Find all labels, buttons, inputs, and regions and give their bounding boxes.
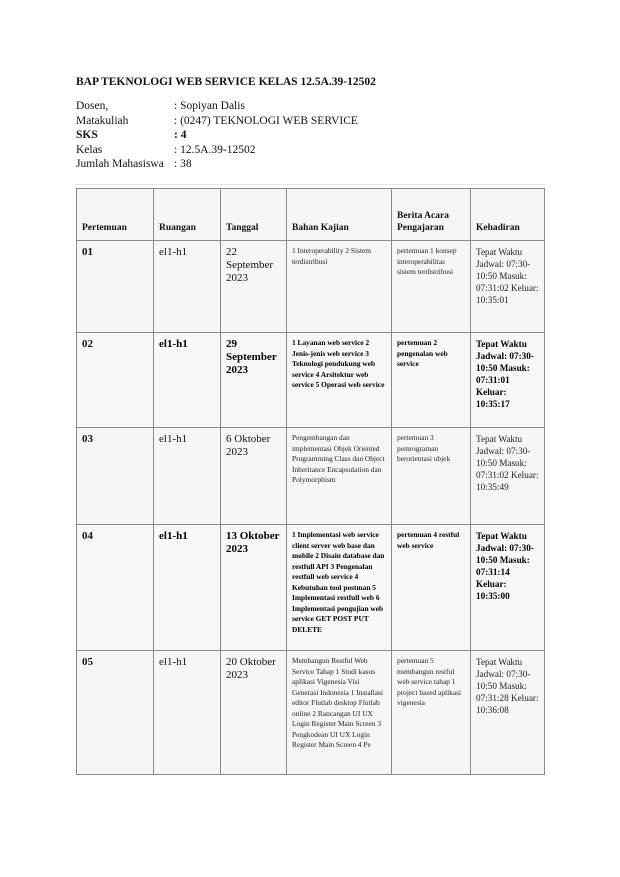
meta-row-dosen (76, 99, 358, 114)
meta-value: : 38 (174, 158, 192, 170)
cell-tanggal (221, 241, 287, 333)
meta-value: : 12.5A.39-12502 (174, 143, 256, 156)
ruangan-text: el1-h1 (159, 656, 188, 668)
meta-value: : (0247) TEKNOLOGI WEB SERVICE (174, 114, 358, 127)
cell-pertemuan (77, 428, 154, 525)
cell-berita-acara (392, 651, 471, 775)
cell-tanggal (221, 525, 287, 651)
ruangan-text: el1-h1 (159, 338, 188, 350)
bahan-kajian-text: 1 Layanan web service 2 Jenis-jenis web service 3 Teknologi pendukung web service 4 Arsitektur web service 5 Operasi web service (292, 338, 385, 389)
cell-tanggal (221, 651, 287, 775)
cell-pertemuan (77, 241, 154, 333)
cell-ruangan (154, 333, 221, 428)
cell-berita-acara (392, 241, 471, 333)
bahan-kajian-text: 1 Implementasi web service client server web base dan mobile 2 Disain database dan restfull API 3 Pengenalan restfull web service 4 Kebutuhan tool postman 5 Implementasi restfull web 6 Implementasi pengujian web service GET POST PUT DELETE (292, 530, 385, 634)
pertemuan-number: 03 (82, 433, 93, 445)
page-title: BAP TEKNOLOGI WEB SERVICE KELAS 12.5A.39-12502 (76, 76, 376, 88)
kehadiran-text: Tepat Waktu Jadwal: 07:30-10:50 Masuk: 07:31:14 Keluar: 10:35:00 (476, 531, 534, 601)
cell-pertemuan (77, 651, 154, 775)
pertemuan-number: 05 (82, 656, 93, 668)
tanggal-text: 6 Oktober 2023 (226, 433, 271, 458)
meta-row-matakuliah (76, 114, 358, 129)
meta-key: Kelas (76, 143, 103, 156)
berita-acara-text: pertemuan 2 pengenalan web service (397, 338, 448, 368)
table-row (77, 333, 545, 428)
cell-ruangan (154, 241, 221, 333)
col-header-kehadiran: Kehadiran (471, 189, 545, 241)
tanggal-text: 22 September 2023 (226, 246, 274, 284)
cell-kehadiran (471, 525, 545, 651)
berita-acara-text: pertemuan 1 konsep interoperabilitas sistem terdistribusi (397, 246, 457, 276)
tanggal-text: 29 September 2023 (226, 338, 277, 376)
bahan-kajian-text: Membangun Restful Web Service Tahap 1 Studi kasus aplikasi Vigenesia Visi Generasi Indonesia 1 Installasi editor Flutlab desktop Flutlab online 2 Rancangan UI UX Login Register Main Screen 3 Pengkodean UI UX Login Register Main Screen 4 Pe (292, 656, 383, 749)
kehadiran-text: Tepat Waktu Jadwal: 07:30-10:50 Masuk: 07:31:02 Keluar: 10:35:49 (476, 434, 539, 492)
berita-acara-text: pertemuan 3 pemrograman berorientasi objek (397, 433, 451, 463)
pertemuan-number: 01 (82, 246, 93, 258)
berita-acara-text: pertemuan 4 restful web service (397, 530, 460, 550)
meta-row-sks (76, 128, 358, 143)
meta-value: : Sopiyan Dalis (174, 100, 245, 112)
table-row (77, 241, 545, 333)
ruangan-text: el1-h1 (159, 530, 188, 542)
meta-row-jumlah (76, 157, 358, 172)
ruangan-text: el1-h1 (159, 246, 188, 258)
table-row (77, 651, 545, 775)
cell-bahan-kajian (287, 241, 392, 333)
cell-berita-acara (392, 525, 471, 651)
cell-pertemuan (77, 525, 154, 651)
cell-ruangan (154, 651, 221, 775)
tanggal-text: 13 Oktober 2023 (226, 530, 280, 555)
cell-kehadiran (471, 333, 545, 428)
bahan-kajian-text: 1 Interoperability 2 Sistem terdistribusi (292, 246, 372, 266)
col-header-berita-acara: Berita Acara Pengajaran (392, 189, 471, 241)
table-row (77, 525, 545, 651)
meta-key: Dosen, (76, 100, 109, 112)
table-top-divider (74, 184, 546, 185)
cell-bahan-kajian (287, 428, 392, 525)
meta-value: : 4 (174, 129, 187, 141)
kehadiran-text: Tepat Waktu Jadwal: 07:30-10:50 Masuk: 07:31:02 Keluar: 10:35:01 (476, 247, 539, 305)
bahan-kajian-text: Pengembangan dan implementasi Objek Oriented Programming Class dan Object Inheritance Encapsulation dan Polymorphism (292, 433, 385, 484)
cell-pertemuan (77, 333, 154, 428)
kehadiran-text: Tepat Waktu Jadwal: 07:30-10:50 Masuk: 07:31:01 Keluar: 10:35:17 (476, 339, 534, 409)
meta-key: SKS (76, 129, 98, 141)
cell-bahan-kajian (287, 525, 392, 651)
table-header-row (77, 189, 545, 241)
cell-bahan-kajian (287, 333, 392, 428)
cell-kehadiran (471, 241, 545, 333)
col-header-bahan-kajian: Bahan Kajian (287, 189, 392, 241)
col-header-tanggal: Tanggal (221, 189, 287, 241)
meta-row-kelas (76, 143, 358, 158)
pertemuan-number: 02 (82, 338, 93, 350)
meta-key: Jumlah Mahasiswa (76, 158, 164, 170)
cell-bahan-kajian (287, 651, 392, 775)
ruangan-text: el1-h1 (159, 433, 188, 445)
cell-tanggal (221, 428, 287, 525)
meta-key: Matakuliah (76, 114, 129, 127)
cell-tanggal (221, 333, 287, 428)
cell-kehadiran (471, 651, 545, 775)
col-header-pertemuan: Pertemuan (77, 189, 154, 241)
cell-berita-acara (392, 333, 471, 428)
cell-ruangan (154, 525, 221, 651)
cell-kehadiran (471, 428, 545, 525)
col-header-ruangan: Ruangan (154, 189, 221, 241)
berita-acara-text: pertemuan 5 membangun restful web service tahap 1 project based aplikasi vigenesia (397, 656, 462, 707)
table-row (77, 428, 545, 525)
course-info (76, 99, 358, 172)
pertemuan-number: 04 (82, 530, 93, 542)
cell-ruangan (154, 428, 221, 525)
tanggal-text: 20 Oktober 2023 (226, 656, 276, 681)
kehadiran-text: Tepat Waktu Jadwal: 07:30-10:50 Masuk: 07:31:28 Keluar: 10:36:08 (476, 657, 539, 715)
cell-berita-acara (392, 428, 471, 525)
bap-table (76, 188, 545, 775)
